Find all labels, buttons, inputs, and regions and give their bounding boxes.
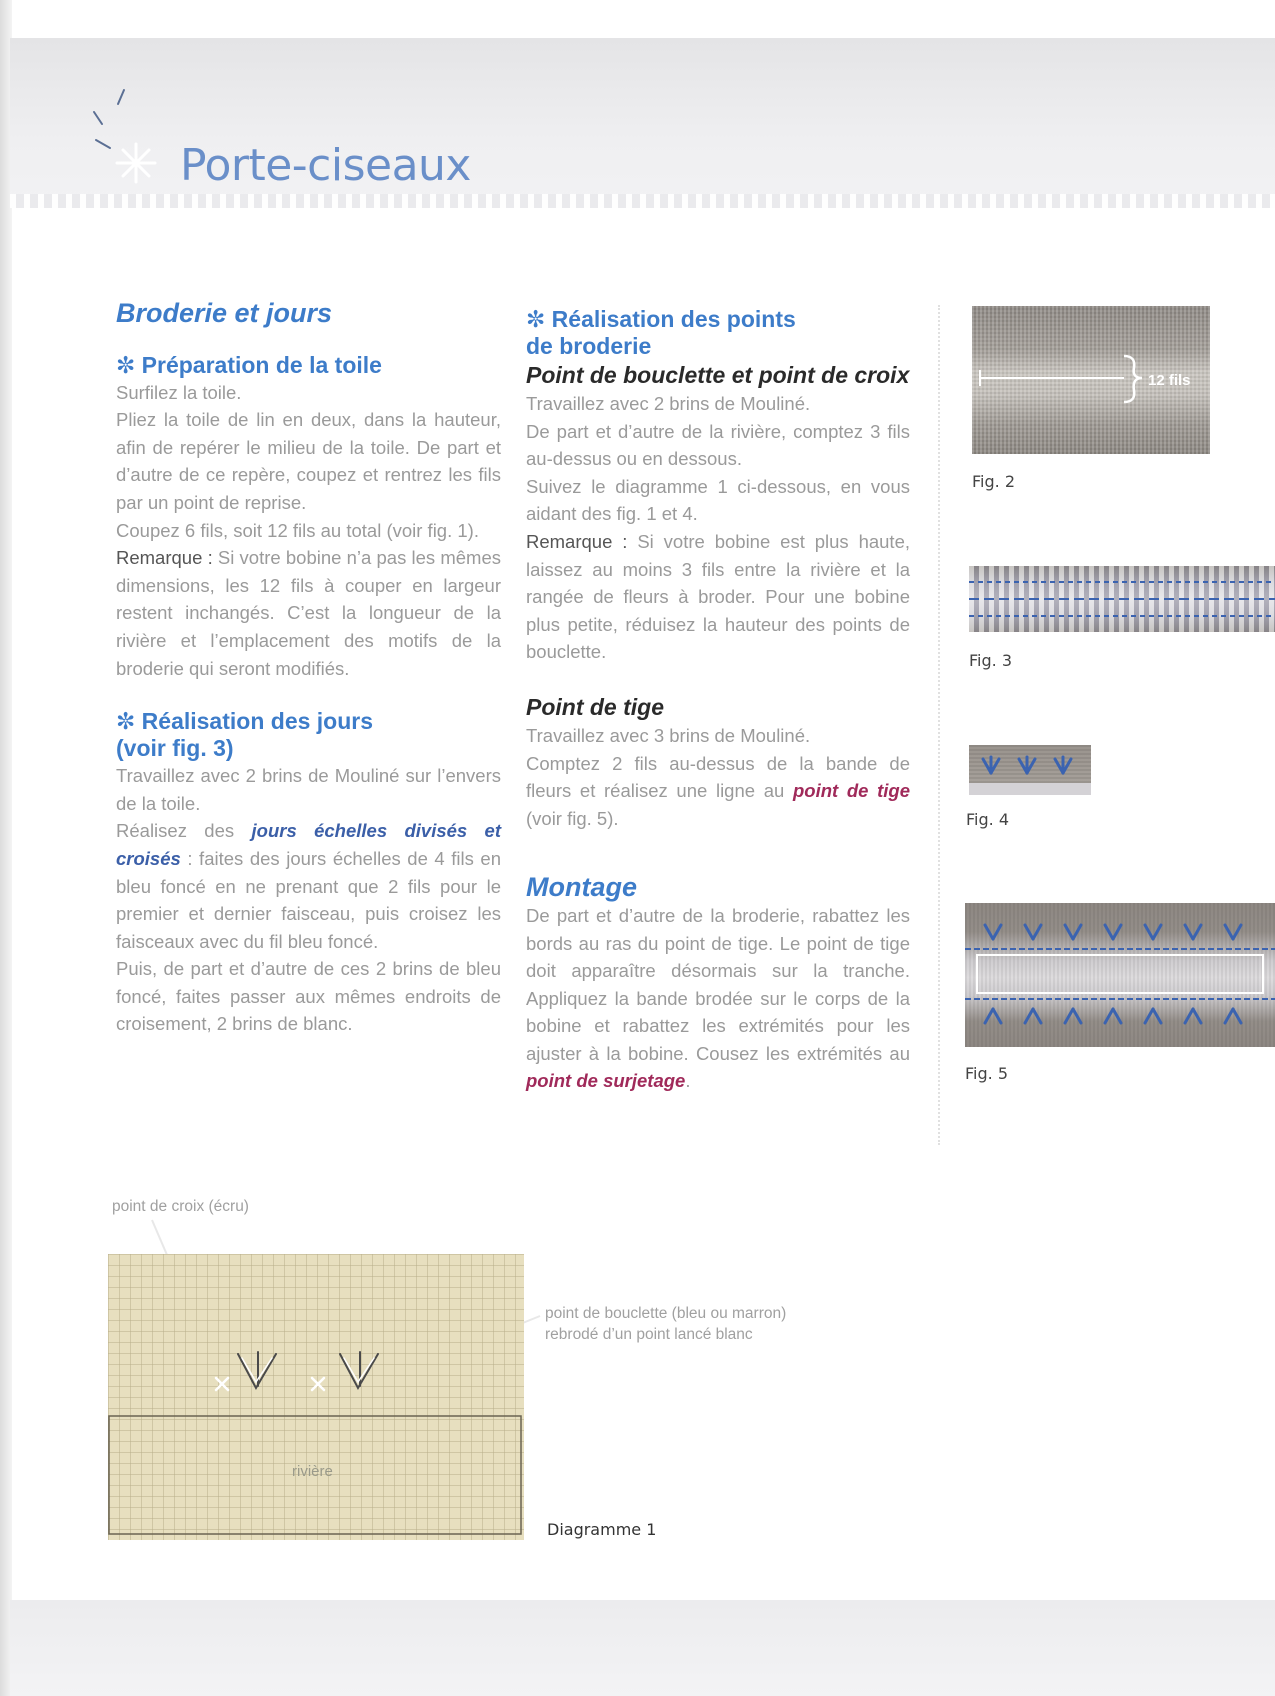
diagram-1-svg [108, 1254, 524, 1540]
fig-5-caption: Fig. 5 [965, 1064, 1008, 1083]
page-binding-edge [0, 0, 12, 1696]
asterisk-icon: ✼ [526, 306, 552, 332]
stitch-term: point de surjetage [526, 1070, 686, 1092]
stitch-term: jours échelles divisés et croisés [116, 820, 502, 869]
fig-3-overlay [969, 566, 1275, 632]
fig-4-caption: Fig. 4 [966, 810, 1009, 829]
fig-4-overlay [969, 745, 1091, 795]
remark-label: Remarque : [526, 530, 628, 552]
paragraph: Puis, de part et d’autre de ces 2 brins de bleu foncé, faites passer aux mêmes endroits de croisement, 2 brins de blanc. [116, 958, 501, 1035]
fig-2-caption: Fig. 2 [972, 472, 1015, 491]
footer-band [10, 1600, 1275, 1696]
remark-paragraph [526, 528, 910, 666]
paragraph: Réalisez des jours échelles divisés et croisés : faites des jours échelles de 4 fils en bleu foncé en ne prenant que 2 fils pour le premier et dernier faisceau, puis croisez les faisceaux avec du fil bleu foncé. [116, 820, 502, 952]
river-label: rivière [292, 1463, 333, 1480]
paragraph: Travaillez avec 3 brins de Mouliné. [526, 724, 811, 746]
fig-5-photo [965, 903, 1275, 1047]
fig-3-photo [969, 566, 1275, 632]
asterisk-icon: ✼ [116, 351, 142, 378]
asterisk-icon: ✼ [116, 708, 142, 735]
middle-column [526, 306, 910, 1095]
fig-4-photo [969, 745, 1091, 795]
remark-text: Si votre bobine n’a pas les mêmes dimensions, les 12 fils à couper en largeur restent inchangés. C’est la longueur de la rivière et l’emplacement des motifs de la broderie qui seront modifiés. [116, 547, 502, 679]
paragraph: Coupez 6 fils, soit 12 fils au total (voir fig. 1). [116, 519, 479, 541]
sparkle-icon [88, 82, 178, 192]
page-title: Porte-ciseaux [180, 140, 471, 191]
lace-border [10, 194, 1275, 208]
paragraph: Comptez 2 fils au-dessus de la bande de fleurs et réalisez une ligne au point de tige (voir fig. 5). [526, 752, 910, 829]
subheading-jours: ✼ Réalisation des jours (voir fig. 3) [116, 708, 374, 762]
fig-2-photo [972, 306, 1210, 454]
paragraph: Suivez le diagramme 1 ci-dessous, en vous aidant des fig. 1 et 4. [526, 475, 910, 525]
paragraph: Travaillez avec 2 brins de Mouliné. [526, 393, 811, 414]
fig-3-caption: Fig. 3 [969, 651, 1012, 670]
remark-text: Si votre bobine est plus haute, laissez au moins 3 fils entre la rivière et la rangée de fleurs à broder. Pour une bobine plus petite, réduisez la hauteur des points de bouclette. [526, 530, 911, 663]
paragraph: Surfilez la toile. [116, 381, 242, 403]
section-heading-broderie: Broderie et jours [116, 298, 333, 328]
subheading-bouclette: Point de bouclette et point de croix [526, 362, 910, 388]
diagram-title: Diagramme 1 [547, 1520, 657, 1539]
stitch-term: point de tige [792, 780, 910, 802]
paragraph: Pliez la toile de lin en deux, dans la hauteur, afin de repérer le milieu de la toile. De part et d’autre de ce repère, coupez et rentrez les fils par un point de reprise. [116, 409, 501, 513]
remark-paragraph [116, 544, 501, 682]
fig-2-label: 12 fils [1148, 372, 1191, 389]
subheading-preparation: ✼ Préparation de la toile [116, 351, 382, 378]
fig-5-overlay [965, 903, 1275, 1047]
subheading-tige: Point de tige [526, 693, 664, 720]
paragraph: Travaillez avec 2 brins de Mouliné sur l’envers de la toile. [116, 765, 501, 814]
subheading-points: ✼ Réalisation des points de broderie [526, 306, 796, 359]
section-heading-montage: Montage [526, 872, 637, 903]
diagram-1-grid [108, 1254, 524, 1540]
diagram-label-cross: point de croix (écru) [112, 1198, 249, 1215]
paragraph: De part et d’autre de la broderie, rabattez les bords au ras du point de tige. Le point de tige doit apparaître désormais sur la tranche. Appliquez la bande brodée sur le corps de la bobine et rabattez les extrémités pour les ajuster à la bobine. Cousez les extrémités au point de surjetage. [526, 904, 910, 1092]
paragraph: De part et d’autre de la rivière, comptez 3 fils au-dessus ou en dessous. [526, 420, 910, 470]
remark-label: Remarque : [116, 547, 213, 569]
left-column [116, 300, 501, 1038]
fig-2-overlay [972, 306, 1210, 454]
column-divider [938, 305, 940, 1145]
diagram-label-loop: point de bouclette (bleu ou marron) rebrodé d’un point lancé blanc [545, 1305, 787, 1343]
